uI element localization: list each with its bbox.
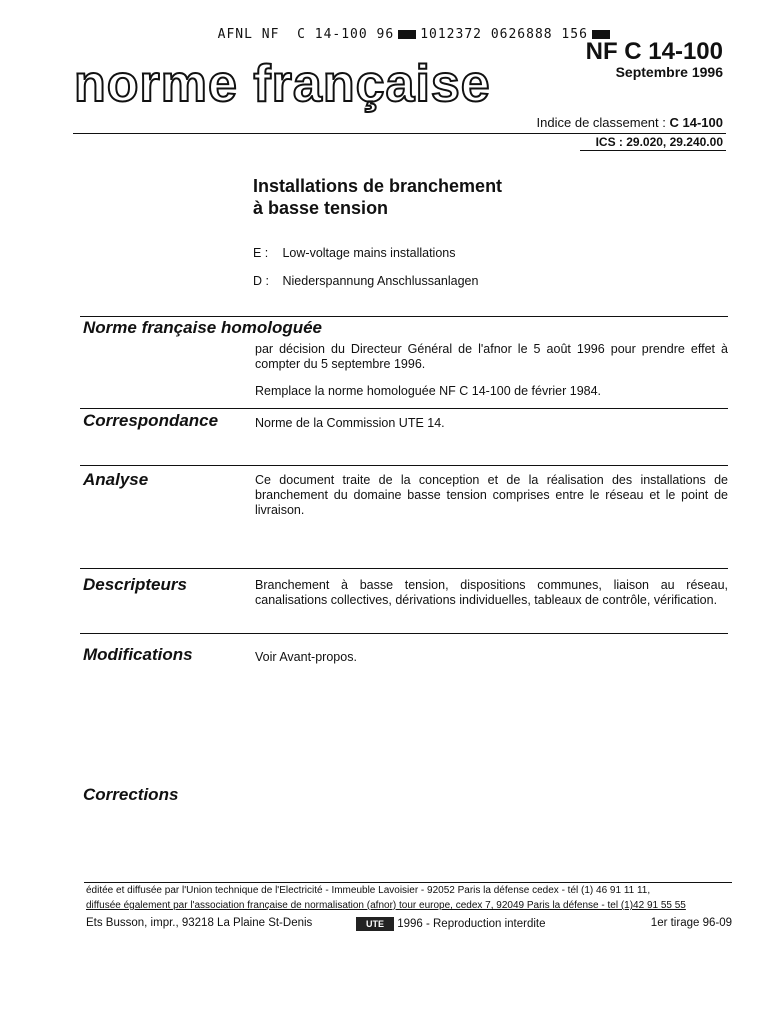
catalog-code-line: [200, 12, 614, 42]
section-heading-descripteurs: Descripteurs: [83, 575, 187, 594]
title-line-2: à basse tension: [253, 198, 389, 218]
document-title: [253, 175, 673, 219]
standard-date: Septembre 1996: [615, 64, 723, 80]
translation-key: D :: [253, 274, 269, 288]
section-body-homologuee-replace: Remplace la norme homologuée NF C 14-100 de février 1984.: [255, 384, 602, 398]
translation-text: Low-voltage mains installations: [282, 246, 456, 260]
barcode-block-icon: [398, 30, 416, 39]
section-body-descripteurs: Branchement à basse tension, dispositions communes, liaison au réseau, canalisations collectives, dérivations individuelles, tableaux de contrôle, vérification.: [255, 578, 728, 607]
index-value: C 14-100: [669, 115, 723, 130]
brand-logo-text: norme française: [74, 55, 491, 113]
translation-german: [253, 274, 478, 288]
section-heading-corrections: Corrections: [83, 785, 179, 804]
translation-text: Niederspannung Anschlussanlagen: [282, 274, 479, 288]
section-divider: [80, 568, 728, 569]
header-divider: [73, 133, 726, 134]
catalog-code-mid: 1012372 0626888 156: [420, 27, 588, 42]
ute-logo-icon: UTE: [356, 917, 394, 931]
section-body-modifications: Voir Avant-propos.: [255, 650, 357, 664]
section-divider: [80, 633, 728, 634]
footer-distributor-line: diffusée également par l'association française de normalisation (afnor) tour europe, cedex 7, 92049 Paris la défense - tel (1)42 91 55 55: [86, 900, 686, 911]
section-body-homologuee: par décision du Directeur Général de l'afnor le 5 août 1996 pour prendre effet à compter du 5 septembre 1996.: [255, 342, 728, 371]
section-heading-analyse: Analyse: [83, 470, 149, 489]
section-heading-correspondance: Correspondance: [83, 411, 219, 430]
index-line: [537, 115, 723, 130]
index-label: Indice de classement :: [536, 115, 666, 130]
section-divider: [80, 465, 728, 466]
section-body-analyse: Ce document traite de la conception et de la réalisation des installations de branchement du domaine basse tension comprises entre le réseau et le point de livraison.: [255, 473, 728, 517]
translation-english: [253, 246, 456, 260]
standard-number: NF C 14-100: [585, 38, 723, 65]
section-divider: [80, 316, 728, 317]
catalog-code-prefix: AFNL NF C 14-100 96: [217, 27, 395, 42]
footer-divider: [84, 882, 732, 883]
footer-publisher-line: éditée et diffusée par l'Union technique de l'Electricité - Immeuble Lavoisier - 92052 Paris la défense cedex - tél (1) 46 91 11 11,: [86, 885, 651, 896]
section-heading-modifications: Modifications: [83, 645, 193, 664]
printer-info: Ets Busson, impr., 93218 La Plaine St-Denis: [86, 917, 313, 929]
section-divider: [80, 408, 728, 409]
translation-key: E :: [253, 246, 269, 260]
print-run: 1er tirage 96-09: [650, 917, 732, 929]
ics-code: ICS : 29.020, 29.240.00: [595, 135, 723, 149]
copyright-text: 1996 - Reproduction interdite: [397, 918, 546, 931]
copyright-info: [356, 917, 546, 931]
section-body-correspondance: Norme de la Commission UTE 14.: [255, 416, 445, 430]
section-heading-homologuee: Norme française homologuée: [83, 318, 323, 337]
ics-underline: [580, 150, 726, 151]
title-line-1: Installations de branchement: [253, 176, 503, 196]
